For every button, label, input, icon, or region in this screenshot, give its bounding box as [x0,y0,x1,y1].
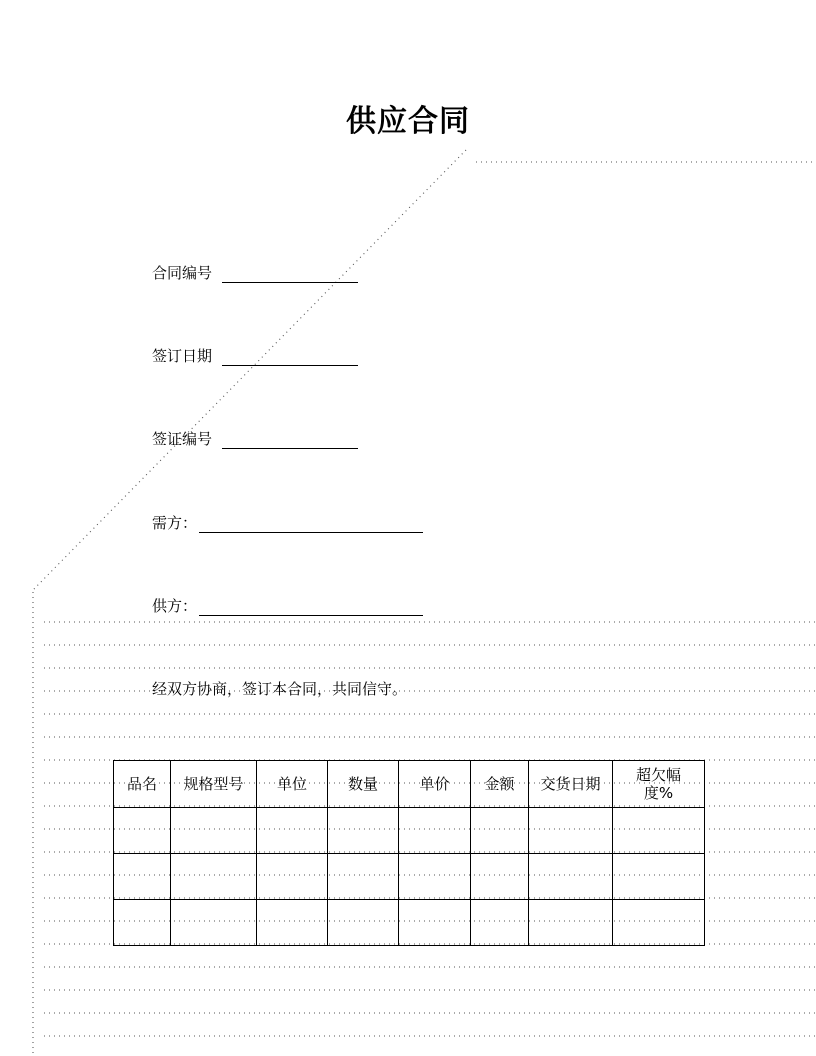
sign-date-blank[interactable] [222,348,358,366]
table-cell[interactable] [328,808,399,854]
header-quantity: 数量 [328,761,399,808]
header-unit-price: 单价 [399,761,471,808]
visa-number-blank[interactable] [222,431,358,449]
table-header-row [114,761,705,808]
header-amount: 金额 [471,761,529,808]
table-row [114,854,705,900]
table-cell[interactable] [171,854,257,900]
table-cell[interactable] [171,900,257,946]
buyer-label: 需方： [152,514,198,532]
table-cell[interactable] [328,900,399,946]
header-tolerance: 超欠幅度% [613,761,705,808]
table-cell[interactable] [114,854,171,900]
table-cell[interactable] [399,808,471,854]
sign-date-field [152,345,358,366]
table-cell[interactable] [529,900,613,946]
table-row [114,808,705,854]
table-cell[interactable] [328,854,399,900]
table-cell[interactable] [613,900,705,946]
table-cell[interactable] [257,808,328,854]
table-cell[interactable] [114,900,171,946]
supplier-field [152,595,423,616]
contract-number-label: 合同编号 [152,264,213,282]
sign-date-label: 签订日期 [152,347,213,365]
table-cell[interactable] [257,854,328,900]
contract-number-blank[interactable] [222,265,358,283]
supplier-label: 供方： [152,597,198,615]
document-title: 供应合同 [346,104,470,139]
table-cell[interactable] [613,808,705,854]
table-cell[interactable] [399,900,471,946]
buyer-field [152,512,423,533]
table-cell[interactable] [471,808,529,854]
buyer-blank[interactable] [199,515,423,533]
table-cell[interactable] [257,900,328,946]
visa-number-field [152,428,358,449]
table-cell[interactable] [171,808,257,854]
table-cell[interactable] [529,808,613,854]
visa-number-label: 签证编号 [152,430,213,448]
contract-number-field [152,262,358,283]
header-product-name: 品名 [114,761,171,808]
header-spec-model: 规格型号 [171,761,257,808]
header-delivery-date: 交货日期 [529,761,613,808]
supplier-blank[interactable] [199,598,423,616]
table-cell[interactable] [613,854,705,900]
header-unit: 单位 [257,761,328,808]
table-cell[interactable] [399,854,471,900]
intro-statement: 经双方协商，签订本合同，共同信守。 [152,680,408,698]
table-cell[interactable] [471,900,529,946]
table-row [114,900,705,946]
table-cell[interactable] [529,854,613,900]
table-cell[interactable] [471,854,529,900]
table-cell[interactable] [114,808,171,854]
goods-table [113,760,705,946]
